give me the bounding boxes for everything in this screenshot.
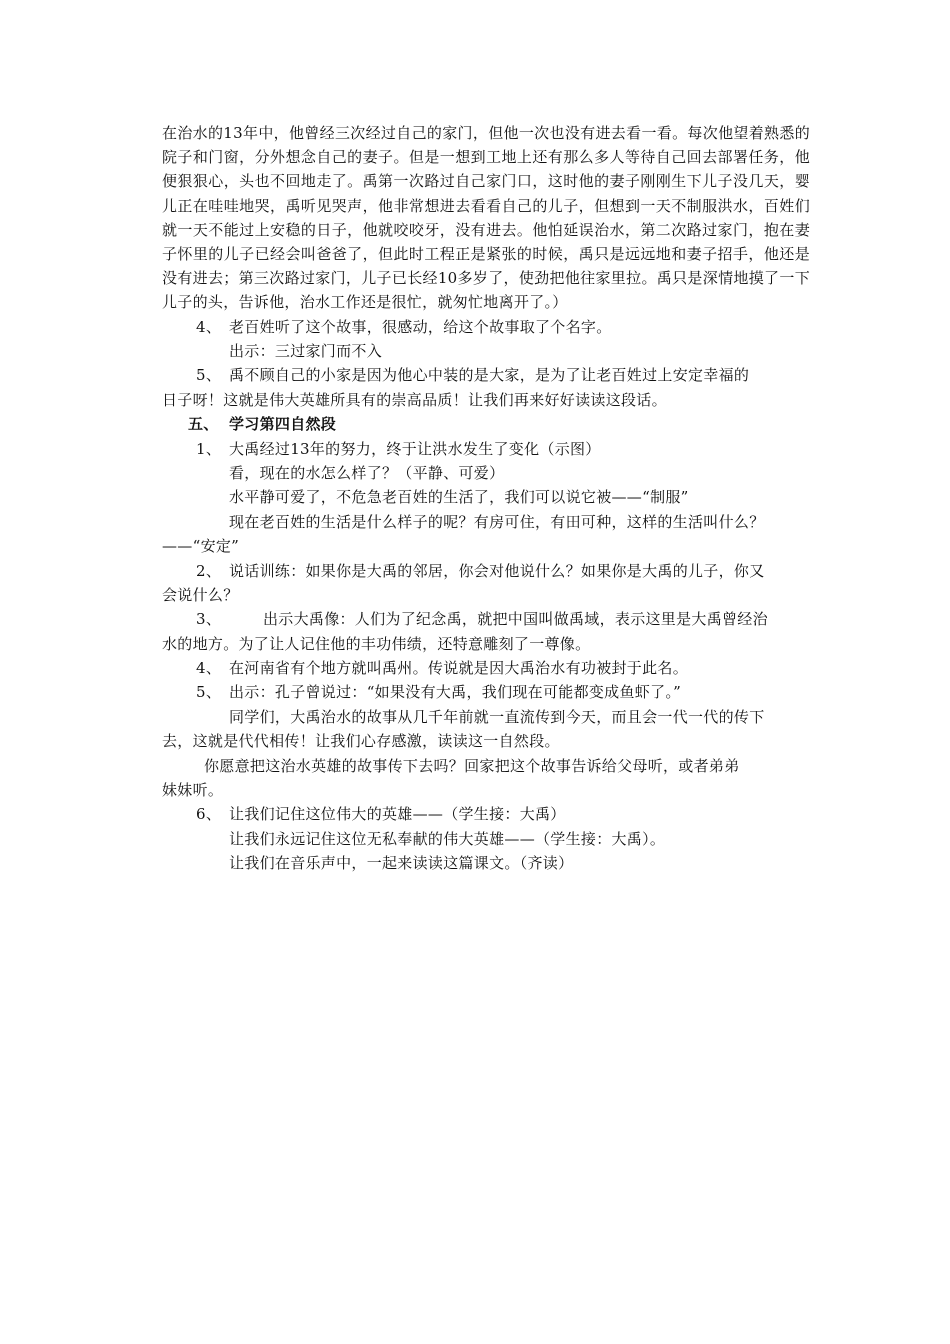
section-heading (162, 412, 810, 436)
indented-line (162, 754, 810, 778)
list-text: 让我们记住这位伟大的英雄——（学生接：大禹） (229, 805, 566, 824)
continuation-line (162, 583, 810, 607)
section-title: 学习第四自然段 (229, 415, 337, 434)
intro-paragraph: 在治水的13年中，他曾经三次经过自己的家门，但他一次也没有进去看一看。每次他望着熟悉的院子和门窗，分外想念自己的妻子。但是一想到工地上还有那么多人等待自己回去部署任务，他便狠狠心，头也不回地走了。禹第一次路过自己家门口，这时他的妻子刚刚生下儿子没几天，婴儿正在哇哇地哭，禹听见哭声，他非常想进去看看自己的儿子，但想到一天不制服洪水，百姓们就一天不能过上安稳的日子，他就咬咬牙，没有进去。他怕延误治水，第二次路过家门，抱在妻子怀里的儿子已经会叫爸爸了，但此时工程正是紧张的时候，禹只是远远地和妻子招手，他还是没有进去；第三次路过家门，儿子已长经10多岁了，使劲把他往家里拉。禹只是深情地摸了一下儿子的头，告诉他，治水工作还是很忙，就匆忙地离开了。） (162, 124, 810, 312)
list-number: 4、 (196, 659, 222, 678)
continuation-text: ——“安定” (162, 537, 240, 556)
list-item-6 (162, 802, 810, 826)
list-item-5b (162, 680, 810, 704)
document-page (162, 121, 810, 876)
list-item-4 (162, 315, 810, 339)
indented-text: 让我们在音乐声中，一起来读读这篇课文。（齐读） (229, 854, 574, 873)
list-text: 出示大禹像：人们为了纪念禹，就把中国叫做禹域，表示这里是大禹曾经治 (263, 610, 768, 629)
list-text: 老百姓听了这个故事，很感动，给这个故事取了个名字。 (229, 317, 612, 336)
indented-line (162, 485, 810, 509)
list-number: 1、 (196, 439, 222, 458)
indented-text: 让我们永远记住这位无私奉献的伟大英雄——（学生接：大禹）。 (229, 829, 666, 848)
continuation-line (162, 729, 810, 753)
list-number: 5、 (196, 683, 222, 702)
list-item-3 (162, 607, 810, 631)
indented-line (162, 461, 810, 485)
section-number: 五、 (188, 415, 219, 434)
list-text: 大禹经过13年的努力，终于让洪水发生了变化（示图） (229, 439, 601, 458)
list-text: 在河南省有个地方就叫禹州。传说就是因大禹治水有功被封于此名。 (229, 659, 689, 678)
list-number: 2、 (196, 561, 222, 580)
indented-line (162, 705, 810, 729)
continuation-line (162, 632, 810, 656)
indented-text: 现在老百姓的生活是什么样子的呢？有房可住，有田可种，这样的生活叫什么？ (229, 512, 765, 531)
show-text: 出示：三过家门而不入 (229, 342, 383, 361)
list-item-4b (162, 656, 810, 680)
list-text: 说话训练：如果你是大禹的邻居，你会对他说什么？如果你是大禹的儿子，你又 (229, 561, 765, 580)
indented-line (162, 510, 810, 534)
continuation-text: 日子呀！这就是伟大英雄所具有的崇高品质！让我们再来好好读读这段话。 (162, 390, 667, 409)
list-item-5 (162, 363, 810, 387)
list-number: 4、 (196, 317, 222, 336)
list-number: 6、 (196, 805, 222, 824)
show-line (162, 339, 810, 363)
list-item-2 (162, 559, 810, 583)
indented-text: 看，现在的水怎么样了？（平静、可爱） (229, 463, 505, 482)
continuation-text: 妹妹听。 (162, 781, 224, 800)
continuation-line (162, 778, 810, 802)
indented-line (162, 827, 810, 851)
list-text: 出示：孔子曾说过：“如果没有大禹，我们现在可能都变成鱼虾了。” (229, 683, 682, 702)
indented-text: 水平静可爱了，不危急老百姓的生活了，我们可以说它被——“制服” (229, 488, 689, 507)
list-item-1 (162, 437, 810, 461)
continuation-line (162, 534, 810, 558)
continuation-text: 去，这就是代代相传！让我们心存感激，读读这一自然段。 (162, 732, 560, 751)
continuation-text: 会说什么？ (162, 585, 239, 604)
indented-text: 你愿意把这治水英雄的故事传下去吗？回家把这个故事告诉给父母听，或者弟弟 (204, 756, 740, 775)
continuation-line (162, 388, 810, 412)
continuation-text: 水的地方。为了让人记住他的丰功伟绩，还特意雕刻了一尊像。 (162, 634, 591, 653)
indented-text: 同学们，大禹治水的故事从几千年前就一直流传到今天，而且会一代一代的传下 (229, 707, 765, 726)
list-text: 禹不顾自己的小家是因为他心中装的是大家，是为了让老百姓过上安定幸福的 (229, 366, 750, 385)
list-number: 5、 (196, 366, 222, 385)
indented-line (162, 851, 810, 875)
list-number: 3、 (196, 610, 222, 629)
